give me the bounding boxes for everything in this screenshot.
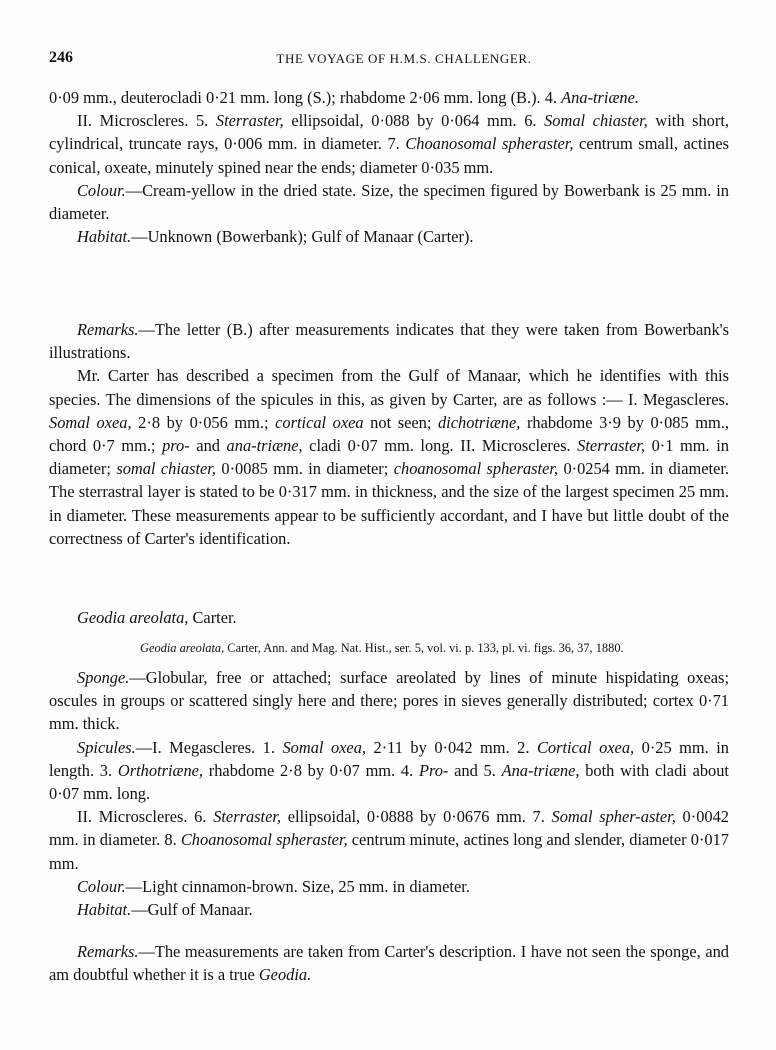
microscleres-paragraph-2: II. Microscleres. 6. Sterraster, ellipsoidal, 0·0888 by 0·0676 mm. 7. Somal spher-aster, 0·0042 mm. in diameter. 8. Choanosomal spheraster, centrum minute, actines long and slender, diameter 0·017 mm. [49, 807, 729, 873]
page-number: 246 [49, 49, 73, 66]
final-remarks-section [49, 940, 729, 986]
sponge-paragraph: Sponge.—Globular, free or attached; surface areolated by lines of minute hispidating oxeas; oscules in groups or scattered singly here and there; pores in sieves generally distributed; cortex 0·71 mm. thick. [49, 668, 729, 734]
remarks-paragraph: Remarks.—The letter (B.) after measurements indicates that they were taken from Bowerbank's illustrations. [49, 320, 729, 363]
final-remarks-paragraph: Remarks.—The measurements are taken from Carter's description. I have not seen the sponge, and am doubtful whether it is a true Geodia. [49, 942, 729, 985]
running-title: THE VOYAGE OF H.M.S. CHALLENGER. [276, 51, 532, 66]
colour-paragraph: Colour.—Cream-yellow in the dried state. Size, the specimen figured by Bowerbank is 25 mm. in diameter. [49, 180, 729, 224]
species-citation: Geodia areolata, Carter, Ann. and Mag. Nat. Hist., ser. 5, vol. vi. p. 133, pl. vi. figs. 36, 37, 1880. [140, 641, 624, 655]
species-description [49, 666, 729, 921]
previous-species-section [49, 86, 729, 248]
microscleres-paragraph: II. Microscleres. 5. Sterraster, ellipsoidal, 0·088 by 0·064 mm. 6. Somal chiaster, with short, cylindrical, truncate rays, 0·006 mm. in diameter. 7. Choanosomal spheraster, centrum small, actines conical, oxeate, minutely spined near the ends; diameter 0·035 mm. [49, 111, 729, 177]
spicules-continuation: 0·09 mm., deuterocladi 0·21 mm. long (S.); rhabdome 2·06 mm. long (B.). 4. Ana-triæne. [49, 88, 639, 107]
spicules-paragraph: Spicules.—I. Megascleres. 1. Somal oxea, 2·11 by 0·042 mm. 2. Cortical oxea, 0·25 mm. in length. 3. Orthotriæne, rhabdome 2·8 by 0·07 mm. 4. Pro- and 5. Ana-triæne, both with cladi about 0·07 mm. long. [49, 737, 730, 804]
habitat-paragraph: Habitat.—Unknown (Bowerbank); Gulf of Manaar (Carter). [77, 227, 474, 247]
remarks-section [49, 318, 729, 550]
colour-paragraph-2: Colour.—Light cinnamon-brown. Size, 25 mm. in diameter. [77, 876, 470, 896]
habitat-paragraph-2: Habitat.—Gulf of Manaar. [77, 900, 253, 920]
page-header [49, 46, 729, 68]
carter-paragraph: Mr. Carter has described a specimen from the Gulf of Manaar, which he identifies with this species. The dimensions of the spicules in this, as given by Carter, are as follows :— I. Megascleres. Somal oxea, 2·8 by 0·056 mm.; cortical oxea not seen; dichotriæne, rhabdome 3·9 by 0·085 mm., chord 0·7 mm.; pro- and ana-triæne, cladi 0·07 mm. long. II. Microscleres. Sterraster, 0·1 mm. in diameter; somal chiaster, 0·0085 mm. in diameter; choanosomal spheraster, 0·0254 mm. in diameter. The sterrastral layer is stated to be 0·317 mm. in thickness, and the size of the largest specimen 25 mm. in diameter. These measurements appear to be sufficiently accordant, and I have but little doubt of the correctness of Carter's identification. [49, 366, 729, 548]
species-heading: Geodia areolata, Carter. [77, 608, 237, 627]
